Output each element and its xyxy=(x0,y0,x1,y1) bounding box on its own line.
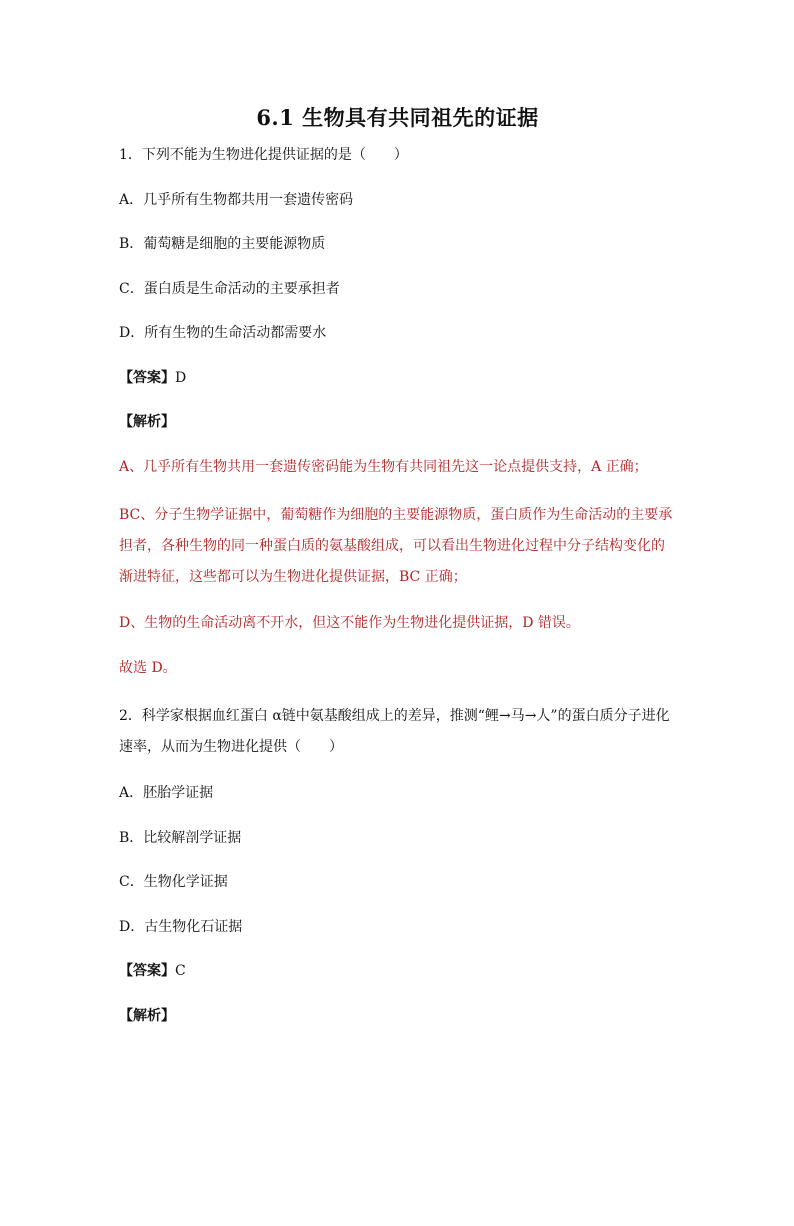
question-1-option-b: B．葡萄糖是细胞的主要能源物质 xyxy=(119,236,326,252)
page-title: 6.1 生物具有共同祖先的证据 xyxy=(256,105,539,130)
question-2-option-c: C．生物化学证据 xyxy=(119,874,228,890)
question-2-option-d: D．古生物化石证据 xyxy=(119,918,243,935)
question-2-option-a: A．胚胎学证据 xyxy=(119,785,214,801)
question-2-stem: 2．科学家根据血红蛋白 α链中氨基酸组成上的差异，推测“鲤→马→人”的蛋白质分子进化速率，从而为生物进化提供（ ） xyxy=(119,708,670,755)
question-2-answer xyxy=(119,960,676,982)
question-1-analysis-d: D、生物的生命活动离不开水，但这不能作为生物进化提供证据，D 错误。 xyxy=(119,615,580,631)
question-1-option-c: C．蛋白质是生命活动的主要承担者 xyxy=(119,280,340,297)
question-1-answer xyxy=(119,367,676,389)
document-page xyxy=(0,103,794,1226)
question-2-option-b: B．比较解剖学证据 xyxy=(119,829,242,846)
question-1-analysis-a: A、几乎所有生物共用一套遗传密码能为生物有共同祖先这一论点提供支持，A 正确； xyxy=(119,458,648,475)
question-1-analysis-conclusion: 故选 D。 xyxy=(119,659,177,676)
question-2 xyxy=(119,701,676,1027)
question-1-analysis-bc: BC、分子生物学证据中，葡萄糖作为细胞的主要能源物质，蛋白质作为生命活动的主要承担者，各种生物的同一种蛋白质的氨基酸组成，可以看出生物进化过程中分子结构变化的渐进特征，这些都可以为生物进化提供证据，BC 正确； xyxy=(119,507,673,585)
answer-value: C xyxy=(175,963,186,979)
question-1-option-a: A．几乎所有生物都共用一套遗传密码 xyxy=(119,191,354,208)
question-1-stem: 1．下列不能为生物进化提供证据的是（ ） xyxy=(119,147,408,163)
answer-label: 【答案】 xyxy=(119,369,175,386)
answer-value: D xyxy=(175,369,187,386)
question-1-analysis-label: 【解析】 xyxy=(119,414,175,430)
question-1-option-d: D．所有生物的生命活动都需要水 xyxy=(119,325,327,341)
question-1 xyxy=(119,144,676,679)
question-2-analysis-label: 【解析】 xyxy=(119,1007,175,1024)
answer-label: 【答案】 xyxy=(119,963,175,979)
